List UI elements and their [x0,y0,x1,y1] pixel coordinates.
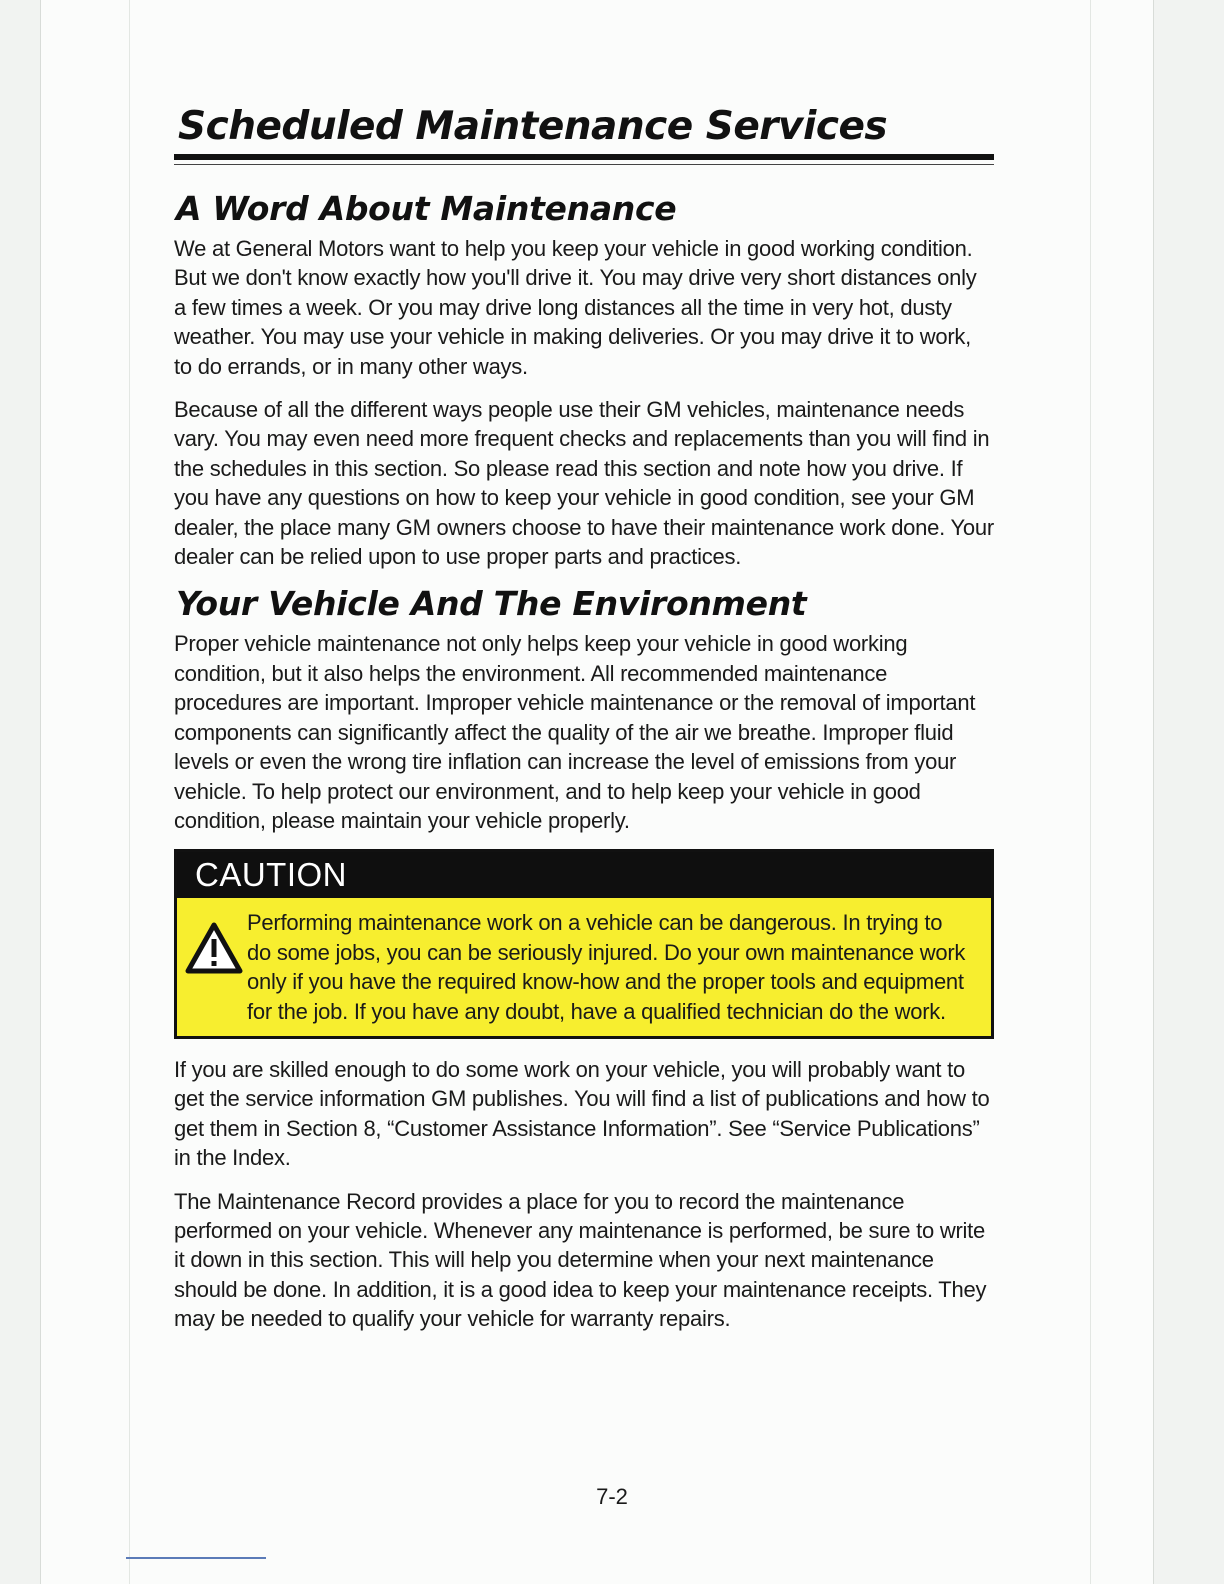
caution-label: CAUTION [177,852,991,898]
page-content [174,104,994,1348]
heading-word-about-maintenance: A Word About Maintenance [176,189,677,228]
title-underline [174,154,994,160]
paragraph: Because of all the different ways people use their GM vehicles, maintenance needs vary. You may even need more frequent checks and replacements than you will find in the schedules in this section. So please read this section and note how you drive. If you have any questions on how to keep your vehicle in good condition, see your GM dealer, the place many GM owners choose to have their maintenance work done. Your dealer can be relied upon to use proper parts and practices. [174,397,994,570]
warning-triangle-icon [185,922,243,974]
caution-box [174,849,994,1039]
caution-body [177,898,991,1036]
footer-rule [126,1557,266,1559]
heading-vehicle-and-environment: Your Vehicle And The Environment [176,584,807,624]
page-title: Scheduled Maintenance Services [178,104,888,149]
paragraph: We at General Motors want to help you keep your vehicle in good working condition. But we don't know exactly how you'll drive it. You may drive very short distances only a few times a week. Or you may drive long distances all the time in very hot, dusty weather. You may use your vehicle in making deliveries. Or you may drive it to work, to do errands, or in many other ways. [174,236,977,379]
page-number: 7-2 [596,1484,628,1509]
paragraph: Proper vehicle maintenance not only helps keep your vehicle in good working condition, but it also helps the environment. All recommended maintenance procedures are important. Improper vehicle maintenance or the removal of important components can significantly affect the quality of the air we breathe. Improper fluid levels or even the wrong tire inflation can increase the level of emissions from your vehicle. To help protect our environment, and to help keep your vehicle in good condition, please maintain your vehicle properly. [174,631,976,833]
page-margin-line-left [129,0,130,1584]
page-margin-line-right [1090,0,1091,1584]
paragraph: If you are skilled enough to do some work on your vehicle, you will probably want to get the service information GM publishes. You will find a list of publications and how to get them in Section 8, “Customer Assistance Information”. See “Service Publications” in the Index. [174,1056,990,1171]
caution-text: Performing maintenance work on a vehicle can be dangerous. In trying to do some jobs, you can be seriously injured. Do your own maintenance work only if you have the required know-how and the proper tools and equipment for the job. If you have any doubt, have a qualified technician do the work. [247,910,966,1024]
paragraph: The Maintenance Record provides a place for you to record the maintenance performed on your vehicle. Whenever any maintenance is performed, be sure to write it down in this section. This will help you determine when your next maintenance should be done. In addition, it is a good idea to keep your maintenance receipts. They may be needed to qualify your vehicle for warranty repairs. [174,1188,987,1332]
